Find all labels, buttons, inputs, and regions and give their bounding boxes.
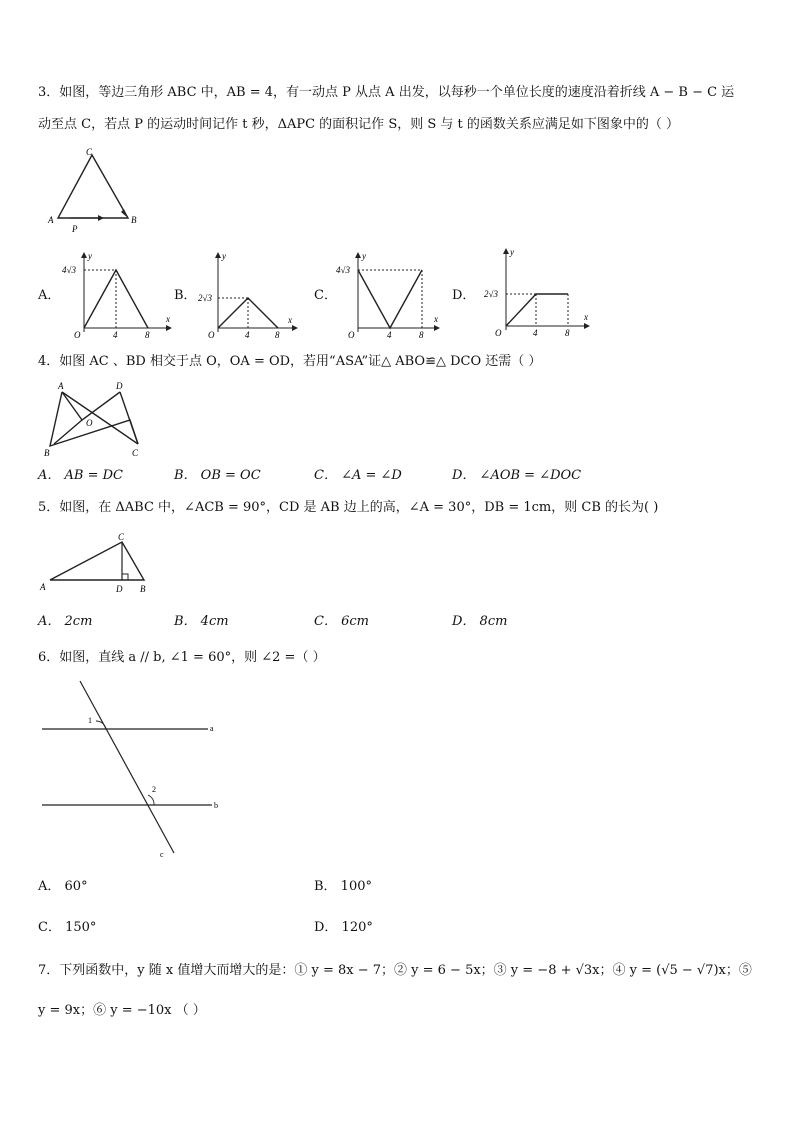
q4-label-o: O [86, 418, 93, 428]
q6-label-c: c [160, 850, 164, 859]
q3-stem-line2: 动至点 C，若点 P 的运动时间记作 t 秒，ΔAPC 的面积记作 S，则 S 与 t 的函数关系应满足如下图象中的（ ） [38, 117, 680, 132]
q3-label-a: A [48, 215, 54, 225]
q5-label-c: C [118, 532, 125, 542]
q4-label-a: A [58, 381, 64, 391]
q7-stem-line2: y = 9x；⑥ y = −10x （ ） [38, 1003, 206, 1018]
q3-b-o: O [208, 330, 215, 340]
q6-option-d[interactable]: D． 120° [314, 920, 373, 935]
q3-b-x: x [288, 315, 292, 325]
q6-label-1: 1 [88, 716, 92, 725]
q3-c-tick-4: 4 [387, 330, 392, 340]
q3-graph-d[interactable] [486, 246, 596, 340]
q6-stem: 6．如图，直线 a // b, ∠1 = 60°，则 ∠2 =（ ） [38, 650, 326, 665]
q5-figure [38, 528, 158, 598]
q6-option-b[interactable]: B． 100° [314, 879, 372, 894]
q6-figure [38, 675, 238, 865]
q3-a-ylabel: 4√3 [62, 265, 76, 275]
q3-c-x: x [434, 314, 438, 324]
q5-label-d: D [116, 584, 123, 594]
q5-option-d[interactable]: D． 8cm [452, 614, 508, 629]
q7-stem-line1: 7．下列函数中，y 随 x 值增大而增大的是：① y = 8x − 7；② y = 6 − 5x；③ y = −8 + √3x；④ y = (√5 − √7)x；⑤ [38, 963, 752, 978]
q4-option-a[interactable]: A． AB = DC [38, 468, 123, 483]
q3-c-o: O [348, 330, 355, 340]
q4-option-b[interactable]: B． OB = OC [174, 468, 261, 483]
q3-graph-b[interactable] [196, 250, 306, 340]
q5-option-a[interactable]: A． 2cm [38, 614, 93, 629]
q3-a-o: O [74, 330, 81, 340]
q3-graph-c[interactable] [336, 250, 446, 340]
q3-d-x: x [584, 312, 588, 322]
q6-label-2: 2 [152, 785, 156, 794]
q3-d-o: O [495, 328, 502, 338]
q3-b-y: y [222, 251, 226, 261]
q3-d-tick-4: 4 [533, 328, 538, 338]
q3-option-b-letter[interactable]: B． [174, 288, 197, 303]
q3-c-tick-8: 8 [419, 330, 424, 340]
q6-option-a[interactable]: A． 60° [38, 879, 88, 894]
q4-stem: 4．如图 AC 、BD 相交于点 O，OA = OD，若用“ASA”证△ ABO≌△ DCO 还需（ ） [38, 354, 542, 369]
q3-graph-a[interactable] [62, 250, 172, 340]
q3-d-tick-8: 8 [565, 328, 570, 338]
q4-label-b: B [44, 448, 50, 458]
q3-d-ylabel: 2√3 [484, 289, 498, 299]
q3-option-c-letter[interactable]: C． [314, 288, 337, 303]
q3-stem-line1: 3．如图，等边三角形 ABC 中，AB = 4，有一动点 P 从点 A 出发，以每秒一个单位长度的速度沿着折线 A − B − C 运 [38, 85, 735, 100]
q3-a-y: y [88, 251, 92, 261]
q3-b-tick-4: 4 [245, 330, 250, 340]
q3-b-ylabel: 2√3 [198, 293, 212, 303]
q4-figure [40, 380, 150, 460]
q4-label-d: D [116, 381, 123, 391]
q3-c-ylabel: 4√3 [336, 265, 350, 275]
q6-option-c[interactable]: C． 150° [38, 920, 97, 935]
q3-a-tick-4: 4 [113, 330, 118, 340]
q3-label-c: C [86, 147, 93, 157]
q3-b-tick-8: 8 [275, 330, 280, 340]
q3-label-b: B [131, 215, 137, 225]
q3-option-d-letter[interactable]: D． [452, 288, 476, 303]
q4-option-c[interactable]: C． ∠A = ∠D [314, 468, 402, 483]
q3-option-a-letter[interactable]: A． [38, 288, 61, 303]
q4-option-d[interactable]: D． ∠AOB = ∠DOC [452, 468, 582, 483]
q3-d-y: y [510, 247, 514, 257]
q3-label-p: P [72, 224, 78, 234]
q4-label-c: C [132, 448, 139, 458]
q5-stem: 5．如图，在 ΔABC 中，∠ACB = 90°，CD 是 AB 边上的高，∠A = 30°，DB = 1cm，则 CB 的长为( ) [38, 500, 659, 515]
q3-c-y: y [362, 251, 366, 261]
q3-triangle-figure [40, 145, 150, 235]
q6-label-b: b [214, 801, 218, 810]
q3-a-tick-8: 8 [145, 330, 150, 340]
q6-label-a: a [210, 724, 214, 733]
q5-option-c[interactable]: C． 6cm [314, 614, 369, 629]
q5-label-a: A [40, 582, 46, 592]
q5-label-b: B [140, 584, 146, 594]
q3-a-x: x [166, 314, 170, 324]
q5-option-b[interactable]: B． 4cm [174, 614, 229, 629]
